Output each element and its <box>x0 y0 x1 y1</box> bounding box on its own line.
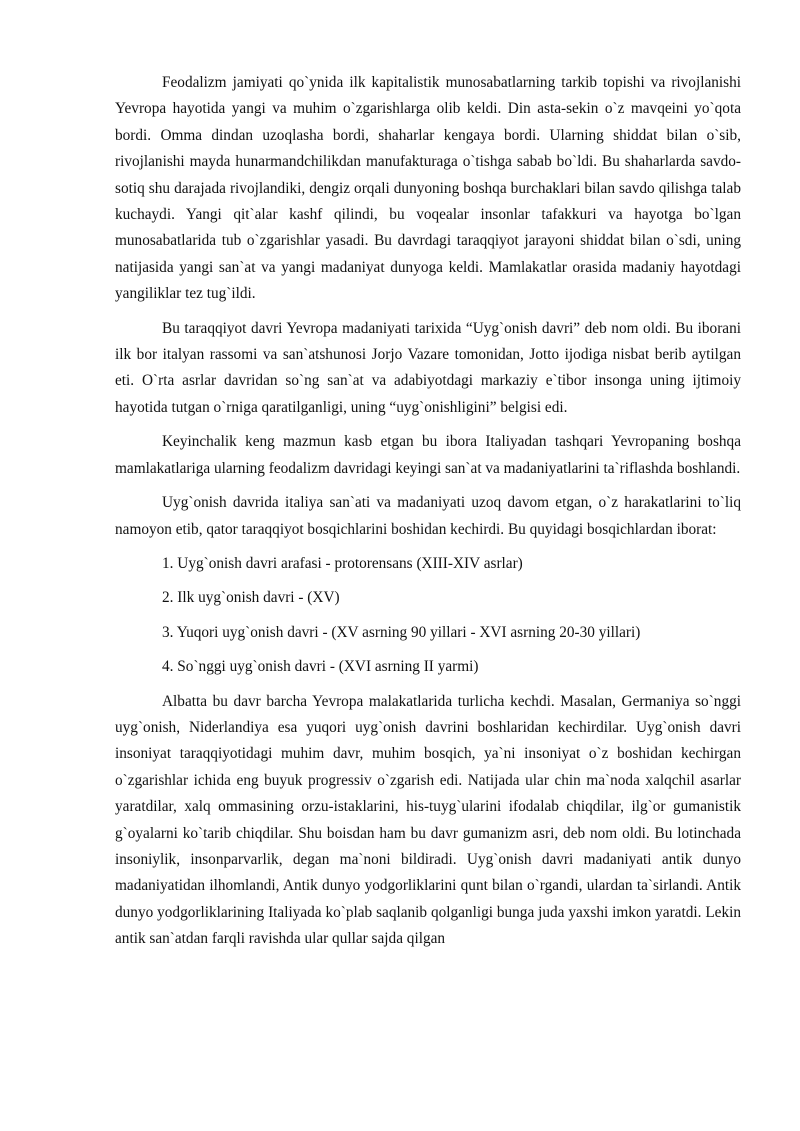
paragraph-term-spread: Keyinchalik keng mazmun kasb etgan bu ibora Italiyadan tashqari Yevropaning boshqa mamlakatlariga ularning feodalizm davridagi keyingi san`at va madaniyatlarini ta`riflashda boshlandi. <box>115 433 741 477</box>
list-item-stage-1: 1. Uyg`onish davri arafasi - protorensans (XIII-XIV asrlar) <box>162 554 523 572</box>
list-item-stage-2: 2. Ilk uyg`onish davri - (XV) <box>162 589 340 607</box>
paragraph-feudalism: Feodalizm jamiyati qo`ynida ilk kapitalistik munosabatlarning tarkib topishi va rivojlanishi Yevropa hayotida yangi va muhim o`zgarishlarga olib keldi. Din asta-sekin o`z mavqeini yo`qota bordi. Omma dindan uzoqlasha bordi, shaharlar kengaya bordi. Ularning shiddat bilan o`sib, rivojlanishi mayda hunarmandchilikdan manufakturaga o`tishga sabab bo`ldi. Bu shaharlarda savdo-sotiq shu darajada rivojlandiki, dengiz orqali dunyoning boshqa burchaklari bilan savdo qilishga talab kuchaydi. Yangi qit`alar kashf qilindi, bu voqealar insonlar tafakkuri va hayotga bo`lgan munosabatlarida tub o`zgarishlar yasadi. Bu davrdagi taraqqiyot jarayoni shiddat bilan o`sdi, uning natijasida yangi san`at va yangi madaniyat dunyoga keldi. Mamlakatlar orasida madaniy hayotdagi yangiliklar tez tug`ildi. <box>115 74 741 303</box>
paragraph-stages-intro: Uyg`onish davrida italiya san`ati va madaniyati uzoq davom etgan, o`z harakatlarini to`liq namoyon etib, qator taraqqiyot bosqichlarini boshidan kechirdi. Bu quyidagi bosqichlardan iborat: <box>115 494 741 538</box>
document-body <box>115 70 741 961</box>
list-item-stage-3: 3. Yuqori uyg`onish davri - (XV asrning 90 yillari - XVI asrning 20-30 yillari) <box>162 623 641 641</box>
list-item-stage-4: 4. So`nggi uyg`onish davri - (XVI asrning II yarmi) <box>162 658 479 676</box>
paragraph-renaissance-name: Bu taraqqiyot davri Yevropa madaniyati tarixida “Uyg`onish davri” deb nom oldi. Bu iborani ilk bor italyan rassomi va san`atshunosi Jorjo Vazare tomonidan, Jotto ijodiga nisbat berib aytilgan eti. O`rta asrlar davridan so`ng san`at va adabiyotdagi markaziy e`tibor insonga uning ijtimoiy hayotida tutgan o`rniga qaratilganligi, uning “uyg`onishligini” belgisi edi. <box>115 319 741 416</box>
paragraph-closing: Albatta bu davr barcha Yevropa malakatlarida turlicha kechdi. Masalan, Germaniya so`nggi uyg`onish, Niderlandiya esa yuqori uyg`onish davrini boshlaridan kechirdilar. Uyg`onish davri insoniyat taraqqiyotidagi muhim davr, muhim bosqich, ya`ni insoniyat o`z boshidan kechirgan o`zgarishlar ichida eng buyuk progressiv o`zgarish edi. Natijada ular chin ma`noda xalqchil asarlar yaratdilar, xalq ommasining orzu-istaklarini, his-tuyg`ularini ifodalab chiqdilar, ilg`or gumanistik g`oyalarni ko`tarib chiqdilar. Shu boisdan ham bu davr gumanizm asri, deb nom oldi. Bu lotinchada insoniylik, insonparvarlik, degan ma`noni bildiradi. Uyg`onish davri madaniyati antik dunyo madaniyatidan ilhomlandi, Antik dunyo yodgorliklarini qunt bilan o`rgandi, ulardan ta`sirlandi. Antik dunyo yodgorliklarining Italiyada ko`plab saqlanib qolganligi bunga juda yaxshi imkon yaratdi. Lekin antik san`atdan farqli ravishda ular qullar sajda qilgan <box>115 692 741 948</box>
